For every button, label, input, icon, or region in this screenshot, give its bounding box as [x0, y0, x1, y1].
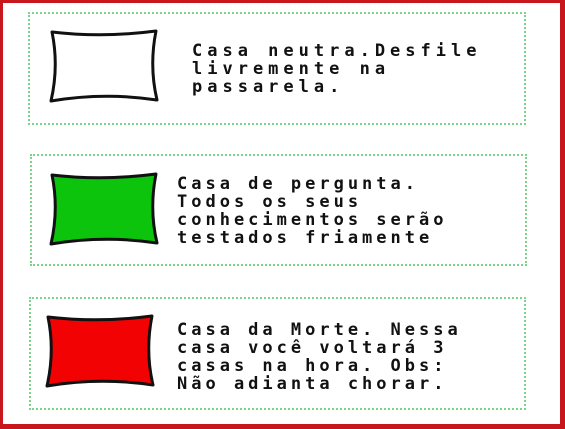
death-square-description: Casa da Morte. Nessa casa você voltará 3 casas na hora. Obs: Não adianta chorar.	[177, 320, 462, 394]
legend-item-question	[30, 154, 527, 266]
question-square-description: Casa de pergunta. Todos os seus conhecimentos serão testados friamente	[177, 174, 448, 248]
swatch-shape	[51, 174, 157, 244]
neutral-square-description: Casa neutra.Desfile livremente na passarela.	[192, 41, 482, 97]
legend-item-death	[29, 297, 526, 410]
neutral-square-swatch	[48, 28, 160, 104]
swatch-shape	[47, 316, 153, 386]
question-square-swatch	[48, 171, 160, 247]
swatch-shape	[51, 31, 157, 101]
death-square-swatch	[44, 313, 156, 389]
legend-item-neutral	[28, 12, 526, 125]
